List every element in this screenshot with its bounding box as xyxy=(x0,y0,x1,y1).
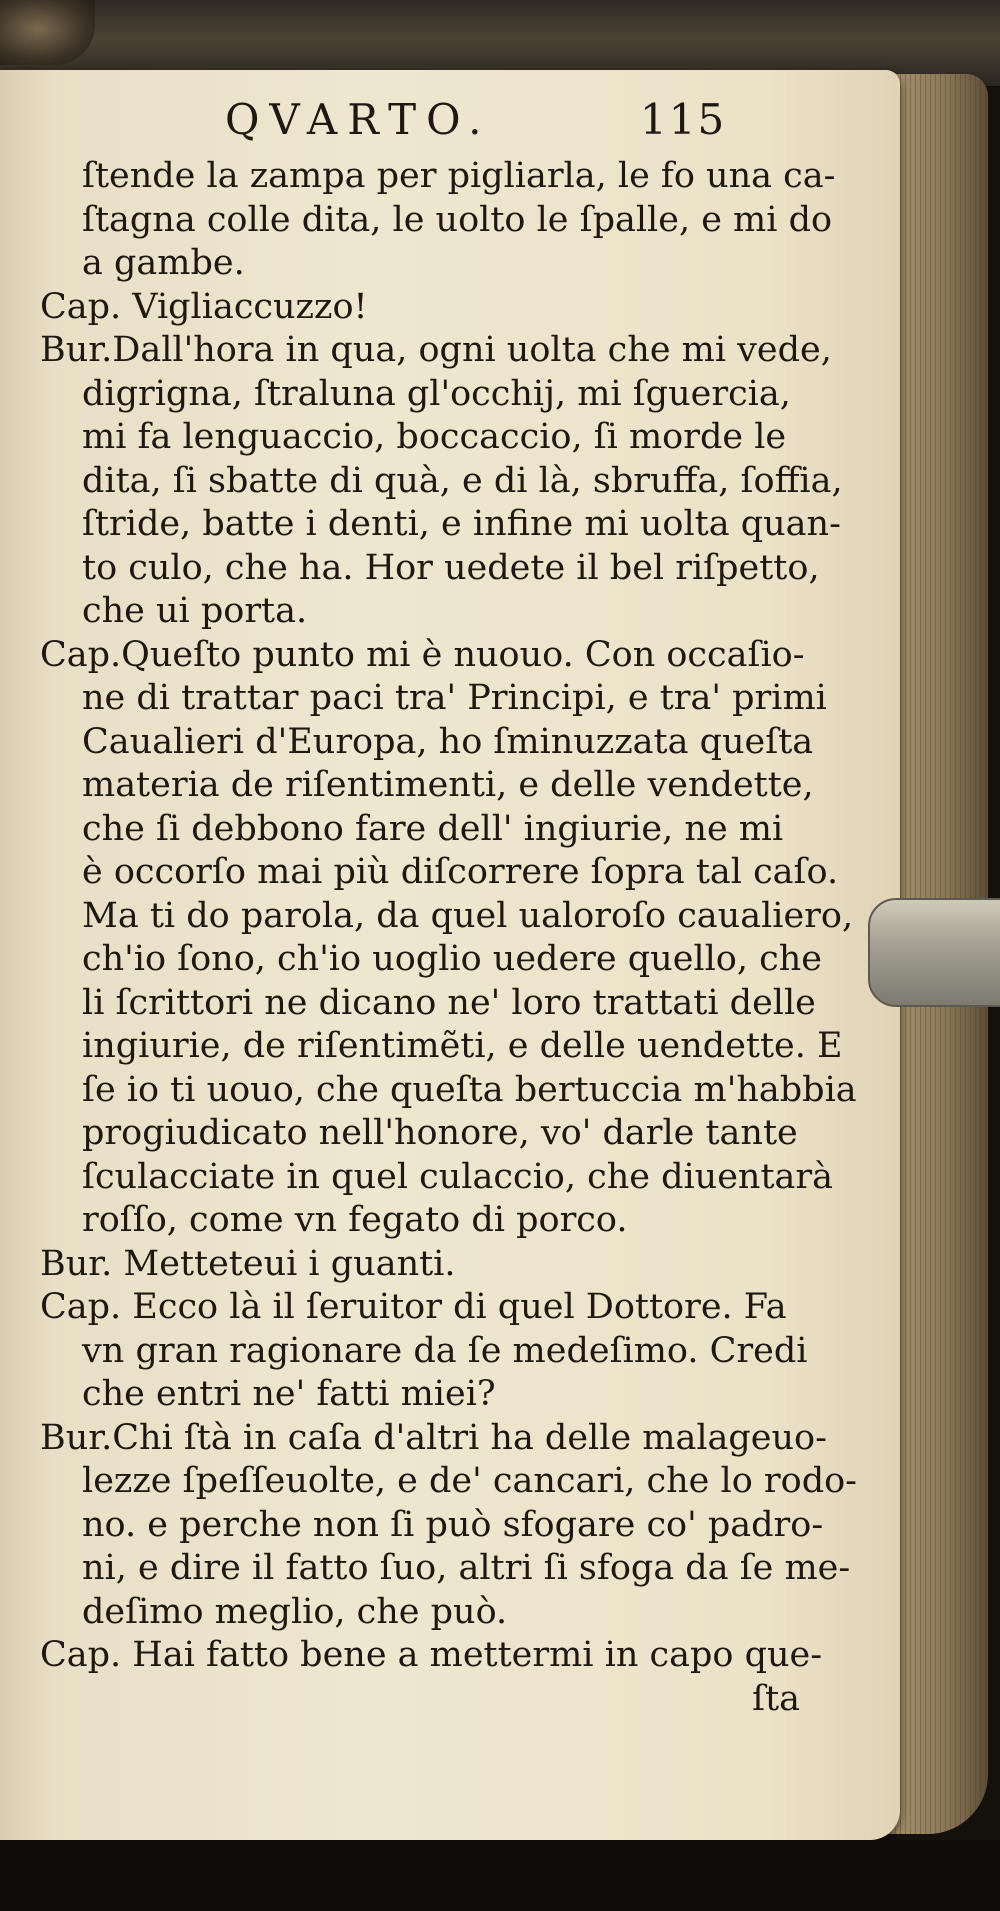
text-line: Ma ti do parola, da quel ualoroſo caualiero, xyxy=(82,895,854,936)
text-line: progiudicato nell'honore, vo' darle tante xyxy=(82,1113,798,1153)
text-line: che ſi debbono fare dell' ingiurie, ne mi xyxy=(82,808,784,849)
text-line: Caualieri d'Europa, ho ſminuzzata queſta xyxy=(82,721,814,762)
text-line: Cap. Ecco là il ſeruitor di quel Dottore. Fa xyxy=(40,1287,787,1327)
text-lines xyxy=(40,155,857,1678)
page-number: 115 xyxy=(640,95,727,144)
background-bottom xyxy=(0,1840,1000,1911)
text-line: vn gran ragionare da ſe medeſimo. Credi xyxy=(82,1330,808,1371)
text-line: deſimo meglio, che può. xyxy=(82,1591,508,1632)
text-line: to culo, che ha. Hor uedete il bel riſpetto, xyxy=(82,547,820,588)
catchword: ſta xyxy=(752,1678,800,1719)
page-header xyxy=(40,95,800,155)
text-line: no. e perche non ſi può sfogare co' padro- xyxy=(82,1504,824,1545)
text-line: è occorſo mai più diſcorrere ſopra tal caſo. xyxy=(82,852,839,892)
text-line: ch'io ſono, ch'io uoglio uedere quello, che xyxy=(82,939,822,979)
text-line: digrigna, ſtraluna gl'occhij, mi ſguercia, xyxy=(82,373,791,414)
text-line: materia de riſentimenti, e delle vendette, xyxy=(82,765,814,805)
text-line: dita, ſi sbatte di quà, e di là, sbruffa, ſoffia, xyxy=(82,460,843,501)
text-line: Cap.Queſto punto mi è nuouo. Con occaſio- xyxy=(40,634,805,675)
text-line: ſe io ti uouo, che queſta bertuccia m'habbia xyxy=(82,1069,857,1110)
text-line: Bur.Dall'hora in qua, ogni uolta che mi vede, xyxy=(40,330,832,370)
text-line: ſtagna colle dita, le uolto le ſpalle, e mi do xyxy=(82,199,833,240)
text-line: mi fa lenguaccio, boccaccio, ſi morde le xyxy=(82,417,787,457)
running-head: QVARTO. xyxy=(225,95,492,144)
page-text xyxy=(40,95,857,1721)
text-line: li ſcrittori ne dicano ne' loro trattati delle xyxy=(82,982,816,1023)
text-line: che entri ne' fatti miei? xyxy=(82,1374,496,1414)
text-line: ne di trattar paci tra' Principi, e tra' primi xyxy=(82,678,827,718)
text-line: Cap. Vigliaccuzzo! xyxy=(40,286,368,327)
text-line: ni, e dire il fatto ſuo, altri ſi sfoga da ſe me- xyxy=(82,1548,851,1588)
book-binding-corner xyxy=(0,0,95,65)
text-line: Cap. Hai fatto bene a mettermi in capo que- xyxy=(40,1635,823,1675)
text-line: a gambe. xyxy=(82,243,245,283)
text-line: ingiurie, de riſentimẽti, e delle uendette. E xyxy=(82,1026,843,1066)
text-line: Bur. Metteteui i guanti. xyxy=(40,1243,456,1284)
text-line: che ui porta. xyxy=(82,591,308,631)
text-line: ſtride, batte i denti, e infine mi uolta quan- xyxy=(82,504,841,544)
text-line: roſſo, come vn fegato di porco. xyxy=(82,1200,628,1240)
text-line: ſtende la zampa per pigliarla, le fo una ca- xyxy=(82,156,836,196)
text-line: ſculacciate in quel culaccio, che diuentarà xyxy=(82,1156,833,1197)
text-line: lezze ſpeſſeuolte, e de' cancari, che lo rodo- xyxy=(82,1461,857,1501)
book-clasp xyxy=(868,898,1000,1007)
text-line: Bur.Chi ſtà in caſa d'altri ha delle malageuo- xyxy=(40,1417,827,1458)
